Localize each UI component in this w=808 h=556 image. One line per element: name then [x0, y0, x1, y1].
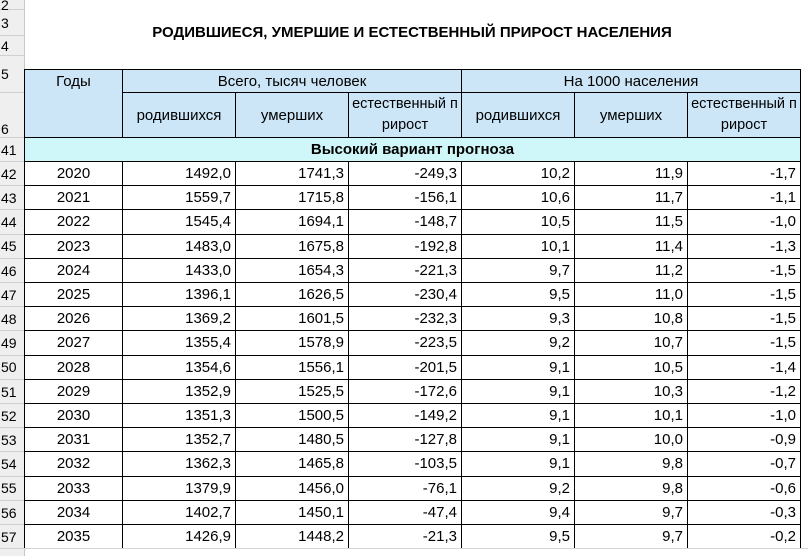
- year-cell[interactable]: 2025: [24, 283, 123, 307]
- value-cell[interactable]: 9,3: [462, 307, 575, 331]
- value-cell[interactable]: -1,5: [688, 283, 801, 307]
- value-cell[interactable]: 1715,8: [236, 186, 349, 210]
- value-cell[interactable]: -249,3: [349, 162, 462, 186]
- value-cell[interactable]: 1500,5: [236, 404, 349, 428]
- value-cell[interactable]: 1741,3: [236, 162, 349, 186]
- row-number[interactable]: 46: [0, 259, 24, 283]
- row-number[interactable]: 4: [0, 36, 24, 56]
- row-number[interactable]: 54: [0, 453, 24, 477]
- value-cell[interactable]: -1,3: [688, 235, 801, 259]
- value-cell[interactable]: -1,0: [688, 404, 801, 428]
- value-cell[interactable]: 1396,1: [123, 283, 236, 307]
- value-cell[interactable]: -1,5: [688, 259, 801, 283]
- value-cell[interactable]: -1,2: [688, 380, 801, 404]
- header-total-group[interactable]: Всего, тысяч человек: [123, 69, 462, 93]
- value-cell[interactable]: 10,0: [575, 428, 688, 452]
- value-cell[interactable]: 11,0: [575, 283, 688, 307]
- value-cell[interactable]: 11,7: [575, 186, 688, 210]
- row-number[interactable]: 45: [0, 235, 24, 259]
- row-number[interactable]: 49: [0, 332, 24, 356]
- row-number[interactable]: 2: [0, 0, 24, 10]
- value-cell[interactable]: -172,6: [349, 380, 462, 404]
- header-died-per1000[interactable]: умерших: [575, 93, 688, 138]
- value-cell[interactable]: -0,2: [688, 525, 801, 549]
- value-cell[interactable]: 10,3: [575, 380, 688, 404]
- sheet-title[interactable]: РОДИВШИЕСЯ, УМЕРШИЕ И ЕСТЕСТВЕННЫЙ ПРИРОСТ НАСЕЛЕНИЯ: [152, 24, 672, 41]
- value-cell[interactable]: 1675,8: [236, 235, 349, 259]
- value-cell[interactable]: 10,2: [462, 162, 575, 186]
- row-number[interactable]: 42: [0, 162, 24, 186]
- year-cell[interactable]: 2031: [24, 428, 123, 452]
- value-cell[interactable]: 9,7: [575, 501, 688, 525]
- header-born[interactable]: родившихся: [123, 93, 236, 138]
- value-cell[interactable]: -230,4: [349, 283, 462, 307]
- value-cell[interactable]: 1426,9: [123, 525, 236, 549]
- value-cell[interactable]: 9,7: [462, 259, 575, 283]
- value-cell[interactable]: 1456,0: [236, 477, 349, 501]
- value-cell[interactable]: 10,1: [575, 404, 688, 428]
- value-cell[interactable]: 10,7: [575, 331, 688, 355]
- grid-line: [24, 548, 808, 549]
- value-cell[interactable]: 1556,1: [236, 356, 349, 380]
- value-cell[interactable]: -148,7: [349, 210, 462, 234]
- year-cell[interactable]: 2023: [24, 235, 123, 259]
- value-cell[interactable]: 9,2: [462, 331, 575, 355]
- value-cell[interactable]: 9,8: [575, 477, 688, 501]
- year-cell[interactable]: 2030: [24, 404, 123, 428]
- value-cell[interactable]: -76,1: [349, 477, 462, 501]
- value-cell[interactable]: 1465,8: [236, 452, 349, 476]
- value-cell[interactable]: 1352,9: [123, 380, 236, 404]
- row-number[interactable]: 3: [0, 10, 24, 36]
- value-cell[interactable]: -0,6: [688, 477, 801, 501]
- value-cell[interactable]: 9,1: [462, 356, 575, 380]
- value-cell[interactable]: 9,2: [462, 477, 575, 501]
- value-cell[interactable]: 9,7: [575, 525, 688, 549]
- value-cell[interactable]: -192,8: [349, 235, 462, 259]
- value-cell[interactable]: -127,8: [349, 428, 462, 452]
- row-number[interactable]: 41: [0, 138, 24, 162]
- spreadsheet-grid: [24, 0, 808, 556]
- value-cell[interactable]: 1433,0: [123, 259, 236, 283]
- row-number[interactable]: 55: [0, 477, 24, 501]
- value-cell[interactable]: 1578,9: [236, 331, 349, 355]
- value-cell[interactable]: 1351,3: [123, 404, 236, 428]
- value-cell[interactable]: 10,5: [462, 210, 575, 234]
- year-cell[interactable]: 2035: [24, 525, 123, 549]
- value-cell[interactable]: -1,5: [688, 331, 801, 355]
- value-cell[interactable]: 9,1: [462, 428, 575, 452]
- value-cell[interactable]: 1448,2: [236, 525, 349, 549]
- header-years[interactable]: Годы: [24, 69, 123, 138]
- year-cell[interactable]: 2020: [24, 162, 123, 186]
- value-cell[interactable]: -0,9: [688, 428, 801, 452]
- year-cell[interactable]: 2034: [24, 501, 123, 525]
- header-per1000-group[interactable]: На 1000 населения: [462, 69, 801, 93]
- row-number[interactable]: 56: [0, 501, 24, 525]
- value-cell[interactable]: 1355,4: [123, 331, 236, 355]
- value-cell[interactable]: -156,1: [349, 186, 462, 210]
- year-cell[interactable]: 2027: [24, 331, 123, 355]
- year-cell[interactable]: 2022: [24, 210, 123, 234]
- value-cell[interactable]: -1,7: [688, 162, 801, 186]
- value-cell[interactable]: 10,5: [575, 356, 688, 380]
- value-cell[interactable]: 1480,5: [236, 428, 349, 452]
- value-cell[interactable]: 9,4: [462, 501, 575, 525]
- header-died[interactable]: умерших: [236, 93, 349, 138]
- value-cell[interactable]: 11,2: [575, 259, 688, 283]
- row-number[interactable]: 53: [0, 428, 24, 452]
- value-cell[interactable]: 10,6: [462, 186, 575, 210]
- row-number[interactable]: 43: [0, 186, 24, 210]
- row-number[interactable]: 57: [0, 525, 24, 549]
- year-cell[interactable]: 2033: [24, 477, 123, 501]
- value-cell[interactable]: 11,5: [575, 210, 688, 234]
- year-cell[interactable]: 2026: [24, 307, 123, 331]
- value-cell[interactable]: -221,3: [349, 259, 462, 283]
- header-natural-growth[interactable]: естественный прирост: [349, 93, 462, 138]
- row-number[interactable]: 47: [0, 283, 24, 307]
- value-cell[interactable]: 1362,3: [123, 452, 236, 476]
- header-born-per1000[interactable]: родившихся: [462, 93, 575, 138]
- value-cell[interactable]: 10,8: [575, 307, 688, 331]
- value-cell[interactable]: 1369,2: [123, 307, 236, 331]
- value-cell[interactable]: 1483,0: [123, 235, 236, 259]
- row-number[interactable]: 44: [0, 211, 24, 235]
- value-cell[interactable]: -1,5: [688, 307, 801, 331]
- value-cell[interactable]: -21,3: [349, 525, 462, 549]
- value-cell[interactable]: 9,5: [462, 525, 575, 549]
- value-cell[interactable]: -1,1: [688, 186, 801, 210]
- value-cell[interactable]: -232,3: [349, 307, 462, 331]
- row-number[interactable]: 5: [0, 56, 24, 93]
- value-cell[interactable]: 1626,5: [236, 283, 349, 307]
- value-cell[interactable]: 1694,1: [236, 210, 349, 234]
- row-number[interactable]: 51: [0, 380, 24, 404]
- value-cell[interactable]: 9,8: [575, 452, 688, 476]
- value-cell[interactable]: 1352,7: [123, 428, 236, 452]
- year-cell[interactable]: 2024: [24, 259, 123, 283]
- row-number[interactable]: 6: [0, 93, 24, 138]
- row-number[interactable]: 52: [0, 404, 24, 428]
- value-cell[interactable]: -103,5: [349, 452, 462, 476]
- row-number[interactable]: 50: [0, 356, 24, 380]
- year-cell[interactable]: 2032: [24, 452, 123, 476]
- year-cell[interactable]: 2028: [24, 356, 123, 380]
- value-cell[interactable]: -201,5: [349, 356, 462, 380]
- value-cell[interactable]: 1354,6: [123, 356, 236, 380]
- year-cell[interactable]: 2021: [24, 186, 123, 210]
- value-cell[interactable]: 9,1: [462, 380, 575, 404]
- header-natural-growth-per1000[interactable]: естественный прирост: [688, 93, 801, 138]
- value-cell[interactable]: 1379,9: [123, 477, 236, 501]
- value-cell[interactable]: -47,4: [349, 501, 462, 525]
- value-cell[interactable]: -0,3: [688, 501, 801, 525]
- year-cell[interactable]: 2029: [24, 380, 123, 404]
- value-cell[interactable]: 9,5: [462, 283, 575, 307]
- value-cell[interactable]: 1545,4: [123, 210, 236, 234]
- value-cell[interactable]: 1525,5: [236, 380, 349, 404]
- value-cell[interactable]: 9,1: [462, 404, 575, 428]
- row-number[interactable]: 48: [0, 307, 24, 331]
- value-cell[interactable]: 1402,7: [123, 501, 236, 525]
- value-cell[interactable]: 1601,5: [236, 307, 349, 331]
- forecast-variant-band[interactable]: Высокий вариант прогноза: [24, 138, 801, 162]
- value-cell[interactable]: 10,1: [462, 235, 575, 259]
- value-cell[interactable]: -1,0: [688, 210, 801, 234]
- value-cell[interactable]: -149,2: [349, 404, 462, 428]
- value-cell[interactable]: 1492,0: [123, 162, 236, 186]
- value-cell[interactable]: 11,4: [575, 235, 688, 259]
- value-cell[interactable]: -223,5: [349, 331, 462, 355]
- value-cell[interactable]: -0,7: [688, 452, 801, 476]
- value-cell[interactable]: 11,9: [575, 162, 688, 186]
- value-cell[interactable]: 1450,1: [236, 501, 349, 525]
- value-cell[interactable]: -1,4: [688, 356, 801, 380]
- value-cell[interactable]: 1654,3: [236, 259, 349, 283]
- value-cell[interactable]: 1559,7: [123, 186, 236, 210]
- value-cell[interactable]: 9,1: [462, 452, 575, 476]
